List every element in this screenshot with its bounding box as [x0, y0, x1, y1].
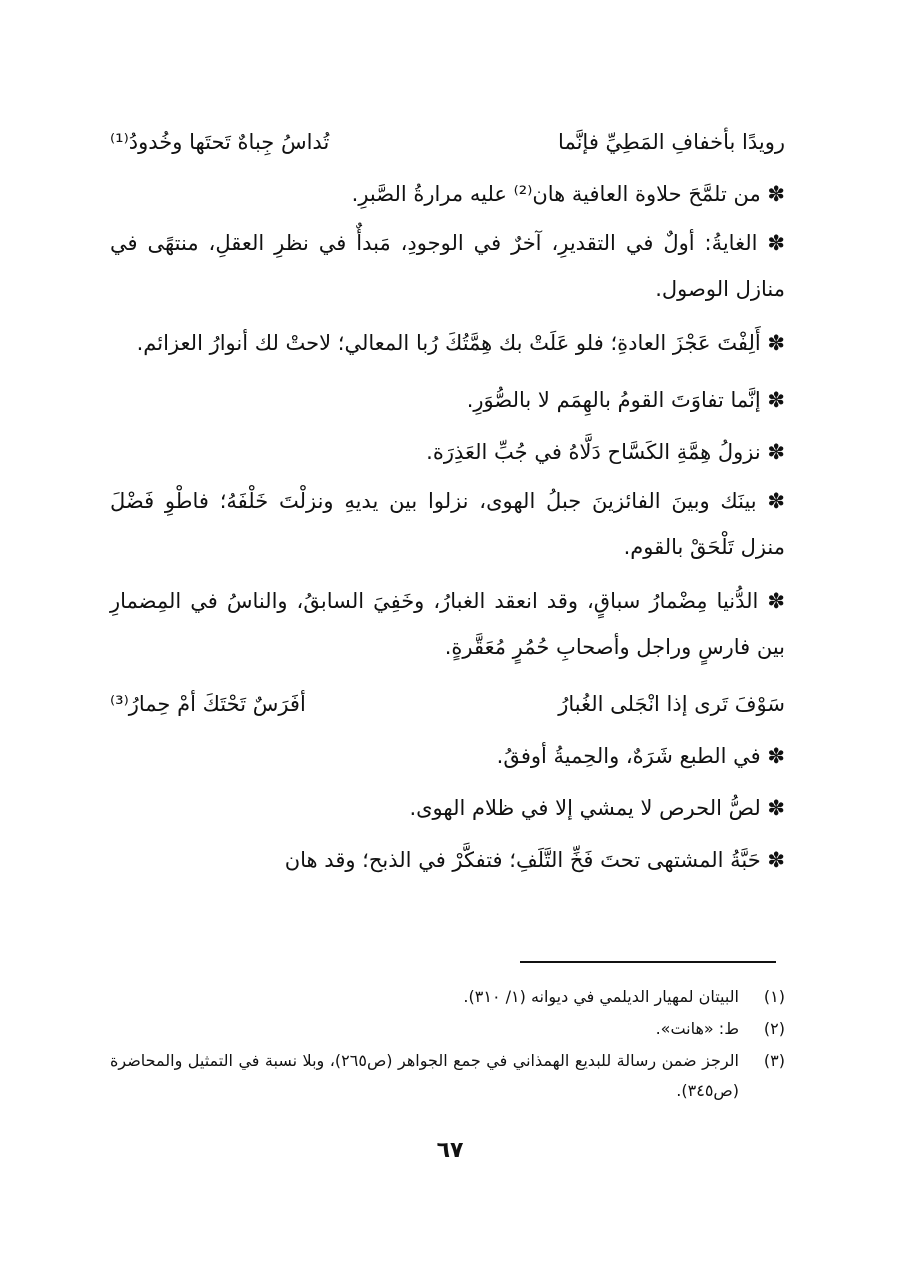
footnote-3-number: (٣) [763, 1051, 785, 1070]
verse-2-second-hemistich: أفَرَسٌ تَحْتَكَ أمْ حِمارُ⁽³⁾ [110, 692, 306, 716]
paragraph-7: ✽ الدُّنيا مِضْمارُ سباقٍ، وقد انعقد الغبارُ، وخَفِيَ السابقُ، والناسُ في المِضمارِ بين فارسٍ وراجل وأصحابِ حُمُرٍ مُعَقَّرةٍ. [110, 589, 785, 659]
paragraph-4: ✽ إنَّما تفاوَتَ القومُ بالهِمَم لا بالصُّوَرِ. [466, 388, 785, 412]
page-number: ٦٧ [436, 1138, 464, 1163]
verse-2 [110, 678, 785, 730]
paragraph-1: ✽ من تلمَّحَ حلاوة العافية هان⁽²⁾ عليه مرارةُ الصَّبرِ. [351, 182, 785, 206]
footnote-1-text: البيتان لمهيار الديلمي في ديوانه (١/ ٣١٠). [463, 987, 739, 1006]
paragraph-10: ✽ حَبَّةُ المشتهى تحتَ فَخِّ التَّلَفِ؛ فتفكَّرْ في الذبح؛ وقد هان [284, 848, 785, 872]
footnote-1-number: (١) [763, 987, 785, 1006]
paragraph-2: ✽ الغايةُ: أولٌ في التقديرِ، آخرٌ في الوجودِ، مَبدأٌ في نظرِ العقلِ، منتهًى في منازل الوصول. [110, 231, 785, 301]
footnotes [110, 982, 785, 1108]
verse-1-first-hemistich: رويدًا بأخفافِ المَطِيِّ فإنَّما [558, 130, 785, 154]
footnote-divider [520, 961, 776, 963]
paragraph-6: ✽ بينَك وبينَ الفائزينَ جبلُ الهوى، نزلوا بين يديهِ ونزلْتَ خَلْفَهُ؛ فاطْوِ فَضْلَ منزل تَلْحَقْ بالقوم. [110, 489, 785, 559]
paragraph-3: ✽ أَلِفْتَ عَجْزَ العادةِ؛ فلو عَلَتْ بك هِمَّتُكَ رُبا المعالي؛ لاحتْ لك أنوارُ العزائم. [136, 331, 785, 355]
footnote-2 [110, 1014, 785, 1044]
verse-1-second-hemistich: تُداسُ جِباهٌ تَحتَها وخُدودُ⁽¹⁾ [110, 130, 330, 154]
footnote-3-text: الرجز ضمن رسالة للبديع الهمذاني في جمع الجواهر (ص٢٦٥)، وبلا نسبة في التمثيل والمحاضرة (ص٣٤٥). [110, 1051, 740, 1100]
main-text [110, 116, 785, 886]
verse-1 [110, 116, 785, 168]
footnote-2-text: ط: «هانت». [655, 1019, 739, 1038]
verse-2-first-hemistich: سَوْفَ تَرى إذا انْجَلى الغُبارُ [558, 692, 785, 716]
footnote-2-number: (٢) [763, 1019, 785, 1038]
paragraph-8: ✽ في الطبع شَرَهٌ، والحِميةُ أوفقُ. [496, 744, 785, 768]
footnote-1 [110, 982, 785, 1012]
footnote-3 [110, 1046, 785, 1106]
paragraph-5: ✽ نزولُ هِمَّةِ الكَسَّاح دَلَّاهُ في جُبِّ العَذِرَة. [426, 440, 785, 464]
paragraph-9: ✽ لصُّ الحرص لا يمشي إلا في ظلام الهوى. [409, 796, 785, 820]
